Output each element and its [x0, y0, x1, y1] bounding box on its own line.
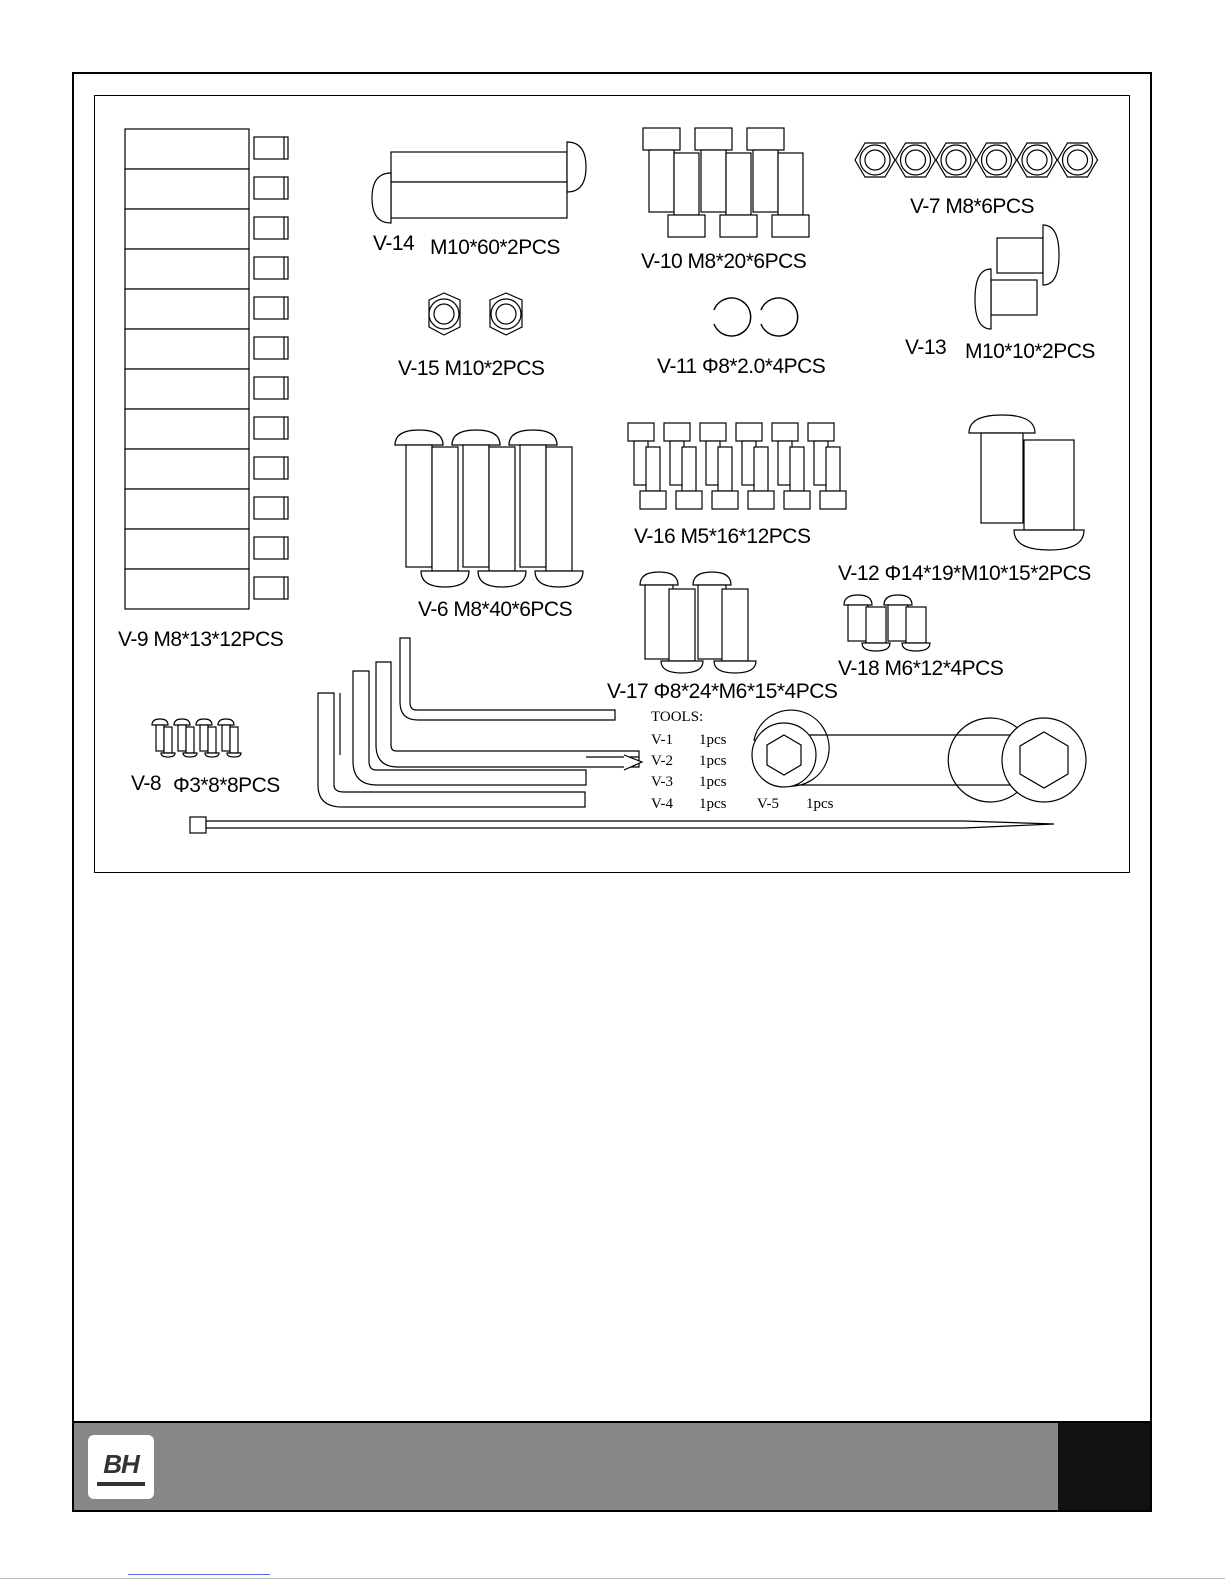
- bottom-divider: [0, 1578, 1225, 1579]
- v10-bolts-drawing: [643, 128, 809, 237]
- v15-nuts-drawing: [429, 293, 522, 335]
- v7-nuts-drawing: [855, 143, 1098, 177]
- page-number-block: [1058, 1423, 1150, 1510]
- bottom-link-underline: [128, 1574, 270, 1575]
- tool-row-code: V-1: [651, 732, 673, 748]
- logo-underline: [97, 1482, 145, 1486]
- v12-label: V-12 Φ14*19*M10*15*2PCS: [838, 562, 1091, 585]
- v17-bolts-drawing: [640, 572, 756, 673]
- v17-label: V-17 Φ8*24*M6*15*4PCS: [607, 680, 838, 703]
- v13-bolts-drawing: [975, 225, 1059, 329]
- tool-row-code: V-2: [651, 753, 673, 769]
- v9-label: V-9 M8*13*12PCS: [118, 628, 284, 651]
- v6-label: V-6 M8*40*6PCS: [418, 598, 573, 621]
- v13-code-label: V-13: [905, 336, 947, 359]
- tool-row-qty: 1pcs: [699, 796, 727, 812]
- v16-label: V-16 M5*16*12PCS: [634, 525, 811, 548]
- v18-bolts-drawing: [844, 595, 930, 651]
- v7-label: V-7 M8*6PCS: [910, 195, 1035, 218]
- v10-label: V-10 M8*20*6PCS: [641, 250, 807, 273]
- v14-bolts-drawing: [372, 142, 586, 223]
- tools-title: TOOLS:: [651, 709, 704, 725]
- v8-spec-label: Φ3*8*8PCS: [173, 774, 280, 797]
- tool-v5-code: V-5: [757, 796, 779, 812]
- tool-row-qty: 1pcs: [699, 732, 727, 748]
- wrench-drawing: [752, 710, 1086, 802]
- footer-bar: [72, 1421, 1152, 1512]
- v14-spec-label: M10*60*2PCS: [430, 236, 560, 259]
- allen-keys-drawing: [318, 638, 642, 807]
- v18-label: V-18 M6*12*4PCS: [838, 657, 1004, 680]
- tool-row-code: V-4: [651, 796, 673, 812]
- tool-row-code: V-3: [651, 774, 673, 790]
- v12-bolts-drawing: [969, 415, 1084, 550]
- logo-text: BH: [103, 1449, 139, 1479]
- tool-v5-qty: 1pcs: [806, 796, 834, 812]
- bh-logo: [88, 1435, 154, 1499]
- v13-spec-label: M10*10*2PCS: [965, 340, 1095, 363]
- v6-bolts-drawing: [395, 430, 583, 587]
- v9-spacers-drawing: [125, 129, 288, 609]
- tool-row-qty: 1pcs: [699, 774, 727, 790]
- v11-washers-drawing: [714, 298, 798, 336]
- v14-code-label: V-14: [373, 232, 415, 255]
- tool-row-qty: 1pcs: [699, 753, 727, 769]
- v11-label: V-11 Φ8*2.0*4PCS: [657, 355, 826, 378]
- v15-label: V-15 M10*2PCS: [398, 357, 545, 380]
- v8-code-label: V-8: [131, 772, 162, 795]
- cable-tie-drawing: [190, 817, 1054, 833]
- v16-bolts-drawing: [628, 423, 846, 509]
- v8-screws-drawing: [152, 719, 241, 757]
